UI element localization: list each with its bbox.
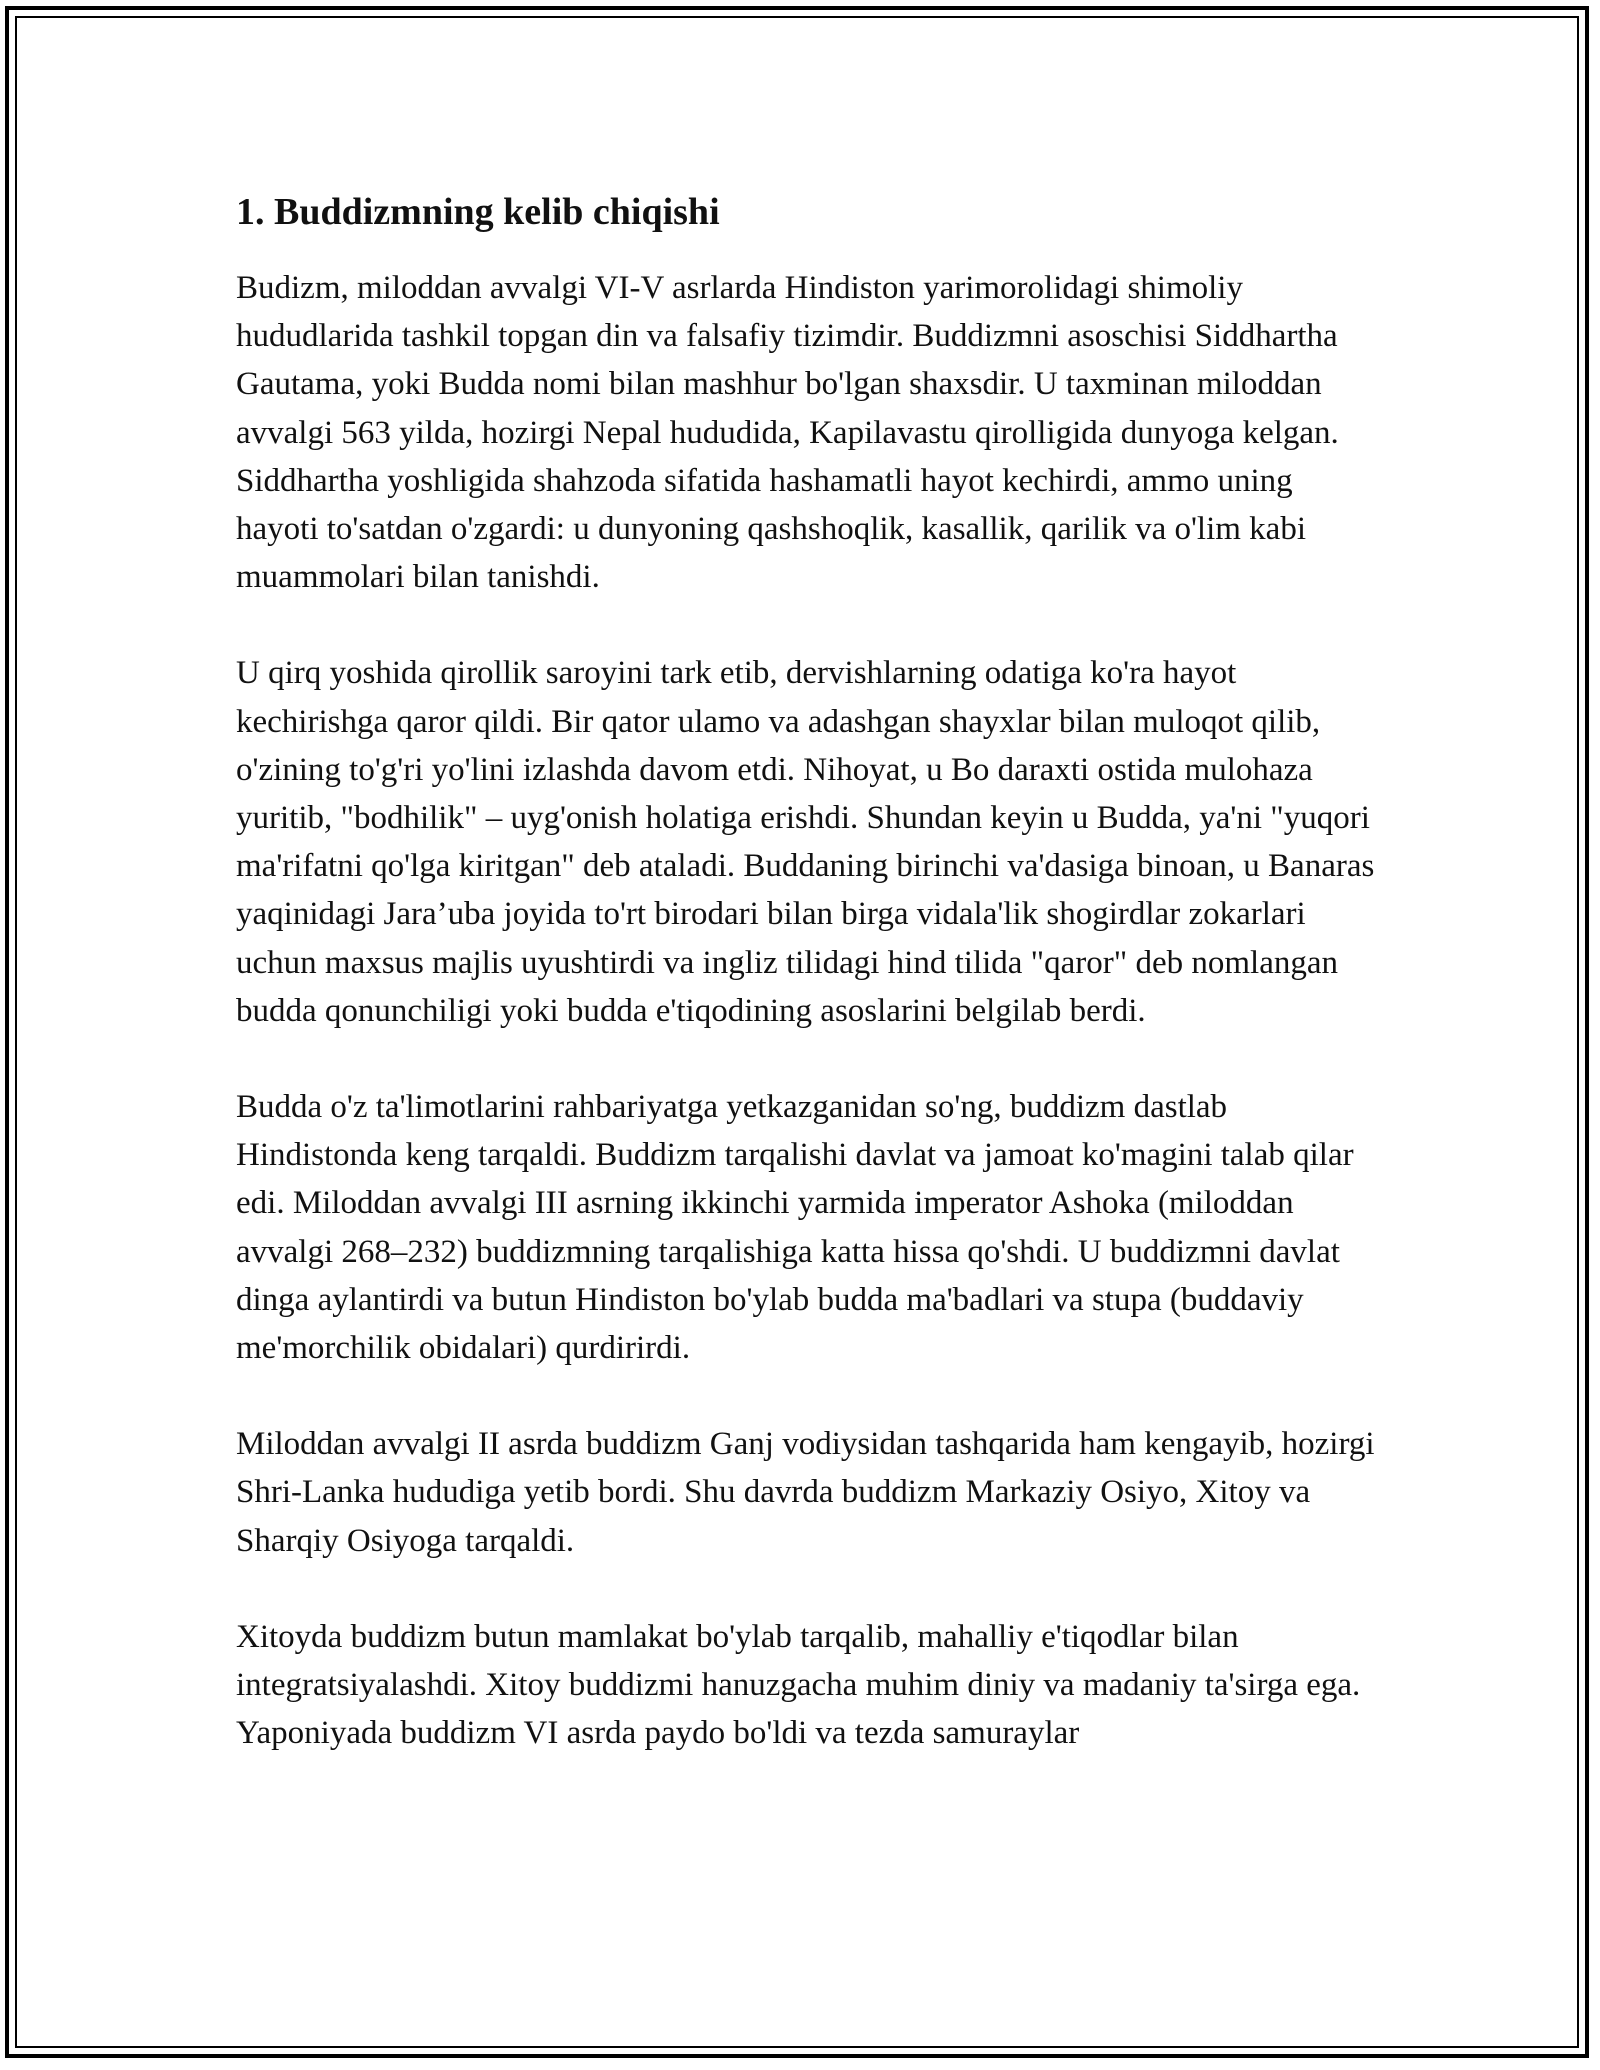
paragraph-enlightenment: U qirq yoshida qirollik saroyini tark etib, dervishlarning odatiga ko'ra hayot kechirishga qaror qildi. Bir qator ulamo va adashgan shayxlar bilan muloqot qilib, o'zining to'g'ri yo'lini izlashda davom etdi. Nihoyat, u Bo daraxti ostida mulohaza yuritib, "bodhilik" – uyg'onish holatiga erishdi. Shundan keyin u Budda, ya'ni "yuqori ma'rifatni qo'lga kiritgan" deb ataladi. Buddaning birinchi va'dasiga binoan, u Banaras yaqinidagi Jara’uba joyida to'rt birodari bilan birga vidala'lik shogirdlar zokarlari uchun maxsus majlis uyushtirdi va ingliz tilidagi hind tilida "qaror" deb nomlangan budda qonunchiligi yoki budda e'tiqodining asoslarini belgilab berdi. — [236, 655, 1375, 1029]
paragraph-china-japan: Xitoyda buddizm butun mamlakat bo'ylab tarqalib, mahalliy e'tiqodlar bilan integratsiyalashdi. Xitoy buddizmi hanuzgacha muhim diniy va madaniy ta'sirga ega. Yaponiyada buddizm VI asrda paydo bo'ldi va tezda samuraylar — [236, 1618, 1361, 1752]
paragraph-origin: Budizm, miloddan avvalgi VI-V asrlarda Hindiston yarimorolidagi shimoliy hududlarida tashkil topgan din va falsafiy tizimdir. Buddizmni asoschisi Siddhartha Gautama, yoki Budda nomi bilan mashhur bo'lgan shaxsdir. U taxminan miloddan avvalgi 563 yilda, hozirgi Nepal hududida, Kapilavastu qirolligida dunyoga kelgan. Siddhartha yoshligida shahzoda sifatida hashamatli hayot kechirdi, ammo uning hayoti to'satdan o'zgardi: u dunyoning qashshoqlik, kasallik, qarilik va o'lim kabi muammolari bilan tanishdi. — [236, 270, 1339, 596]
paragraph-spread-asia: Miloddan avvalgi II asrda buddizm Ganj vodiysidan tashqarida ham kengayib, hozirgi Shri-Lanka hududiga yetib bordi. Shu davrda buddizm Markaziy Osiyo, Xitoy va Sharqiy Osiyoga tarqaldi. — [236, 1426, 1375, 1559]
section-heading: 1. Buddizmning kelib chiqishi — [236, 191, 720, 233]
paragraph-spread-india: Budda o'z ta'limotlarini rahbariyatga yetkazganidan so'ng, buddizm dastlab Hindistonda keng tarqaldi. Buddizm tarqalishi davlat va jamoat ko'magini talab qilar edi. Miloddan avvalgi III asrning ikkinchi yarmida imperator Ashoka (miloddan avvalgi 268–232) buddizmning tarqalishiga katta hissa qo'shdi. U buddizmni davlat dinga aylantirdi va butun Hindiston bo'ylab budda ma'badlari va stupa (buddaviy me'morchilik obidalari) qurdirirdi. — [236, 1089, 1354, 1367]
document-body — [236, 186, 1376, 1805]
